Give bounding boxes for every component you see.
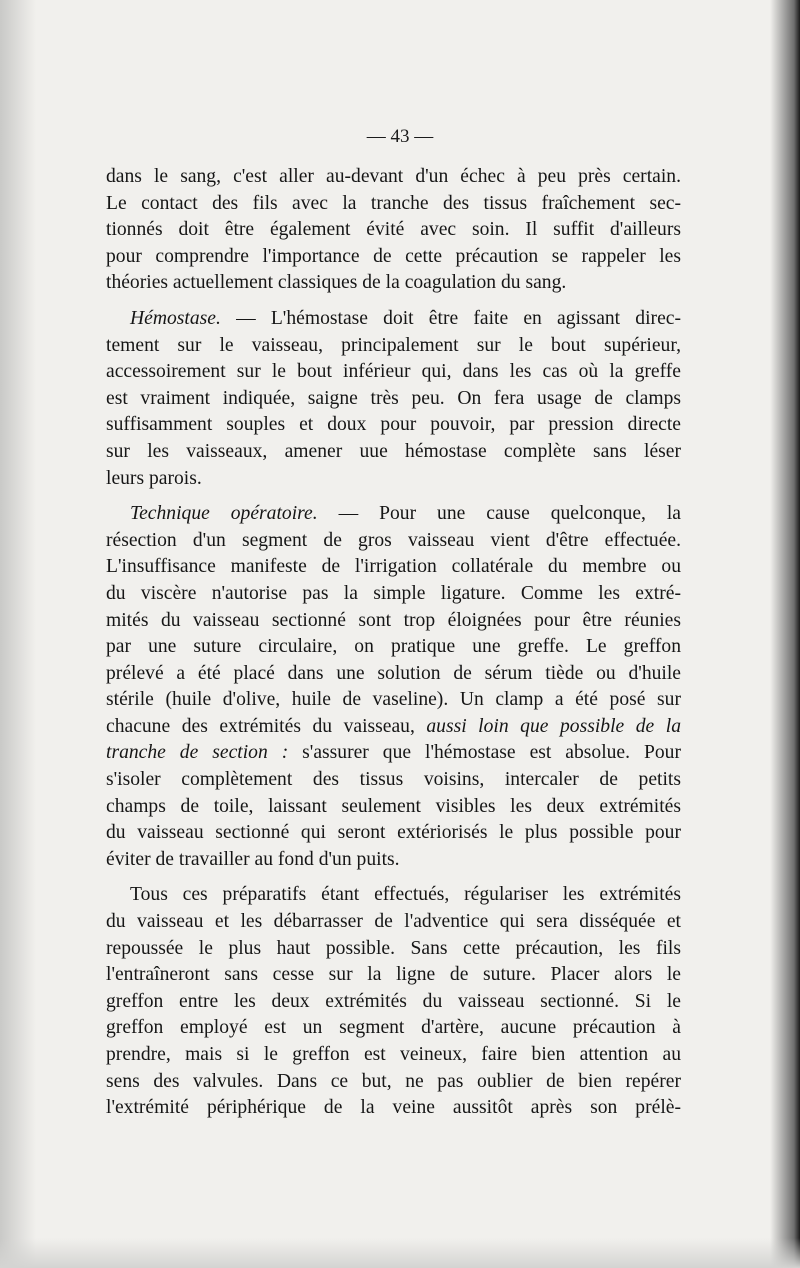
page-number: — 43 —: [366, 126, 434, 147]
text-line: [106, 714, 681, 741]
text-line: sens des valvules. Dans ce but, ne pas oublier de bien repérer: [106, 1070, 681, 1092]
text-line: résection d'un segment de gros vaisseau vient d'être effectuée.: [106, 529, 681, 551]
text-line: théories actuellement classiques de la coagulation du sang.: [106, 272, 567, 294]
text-line: leurs parois.: [106, 467, 202, 489]
section-heading-hemostase: Hémostase.: [130, 307, 221, 329]
text-line: s'isoler complètement des tissus voisins, intercaler de petits: [106, 769, 681, 791]
text-line: prélevé a été placé dans une solution de sérum tiède ou d'huile: [106, 662, 681, 684]
text-line: Tous ces préparatifs étant effectués, régulariser les extrémités: [130, 884, 681, 906]
text-line: suffisamment souples et doux pour pouvoir, par pression directe: [106, 414, 681, 436]
text-line: tement sur le vaisseau, principalement sur le bout supérieur,: [106, 334, 681, 356]
text-line: tionnés doit être également évité avec soin. Il suffit d'ailleurs: [106, 219, 681, 241]
paragraph-technique: [106, 501, 681, 873]
text-line: Le contact des fils avec la tranche des tissus fraîchement sec-: [106, 192, 681, 214]
text-line: mités du vaisseau sectionné sont trop éloignées pour être réunies: [106, 609, 681, 631]
paragraph-hemostase: [106, 306, 681, 492]
text-line: éviter de travailler au fond d'un puits.: [106, 848, 400, 870]
text-line: du vaisseau et les débarrasser de l'adventice qui sera disséquée et: [106, 911, 681, 933]
text-line: stérile (huile d'olive, huile de vaseline). Un clamp a été posé sur: [106, 689, 681, 711]
bottom-margin-shadow: [0, 1238, 800, 1268]
text-line: du vaisseau sectionné qui seront extériorisés le plus possible pour: [106, 822, 681, 844]
text-line: repoussée le plus haut possible. Sans cette précaution, les fils: [106, 937, 681, 959]
text-line: greffon entre les deux extrémités du vaisseau sectionné. Si le: [106, 990, 681, 1012]
paragraph-preparatifs: [106, 882, 681, 1121]
text-line: [106, 740, 681, 767]
text-line: l'extrémité périphérique de la veine aussitôt après son prélè-: [106, 1097, 681, 1119]
text-line: du viscère n'autorise pas la simple ligature. Comme les extré-: [106, 582, 681, 604]
text-run: — L'hémostase doit être faite en agissant direc-: [220, 307, 681, 329]
text-line: greffon employé est un segment d'artère, aucune précaution à: [106, 1017, 681, 1039]
text-line: [106, 306, 681, 333]
body-text: [106, 164, 681, 1122]
text-line: champs de toile, laissant seulement visibles les deux extrémités: [106, 795, 681, 817]
right-binding-shadow: [770, 0, 800, 1268]
left-margin-shadow: [0, 0, 36, 1268]
text-line: l'entraîneront sans cesse sur la ligne de suture. Placer alors le: [106, 964, 681, 986]
text-line: accessoirement sur le bout inférieur qui, dans les cas où la greffe: [106, 361, 681, 383]
emphasis-text: aussi loin que possible de la: [426, 715, 681, 737]
text-line: L'insuffisance manifeste de l'irrigation collatérale du membre ou: [106, 556, 681, 578]
text-run: chacune des extrémités du vaisseau,: [106, 715, 427, 737]
text-line: [106, 501, 681, 528]
text-run: — Pour une cause quelconque, la: [317, 503, 681, 525]
text-run: s'assurer que l'hémostase est absolue. Pour: [288, 742, 681, 764]
text-line: pour comprendre l'importance de cette précaution se rappeler les: [106, 245, 681, 267]
text-line: dans le sang, c'est aller au-devant d'un échec à peu près certain.: [106, 166, 681, 187]
text-line: par une suture circulaire, on pratique une greffe. Le greffon: [106, 636, 681, 658]
emphasis-text: tranche de section :: [106, 742, 289, 764]
paragraph-coagulation: [106, 164, 681, 297]
text-line: est vraiment indiquée, saigne très peu. On fera usage de clamps: [106, 387, 681, 409]
section-heading-technique: Technique opératoire.: [130, 503, 318, 525]
text-line: prendre, mais si le greffon est veineux, faire bien attention au: [106, 1044, 681, 1065]
text-line: sur les vaisseaux, amener uue hémostase complète sans léser: [106, 440, 681, 462]
